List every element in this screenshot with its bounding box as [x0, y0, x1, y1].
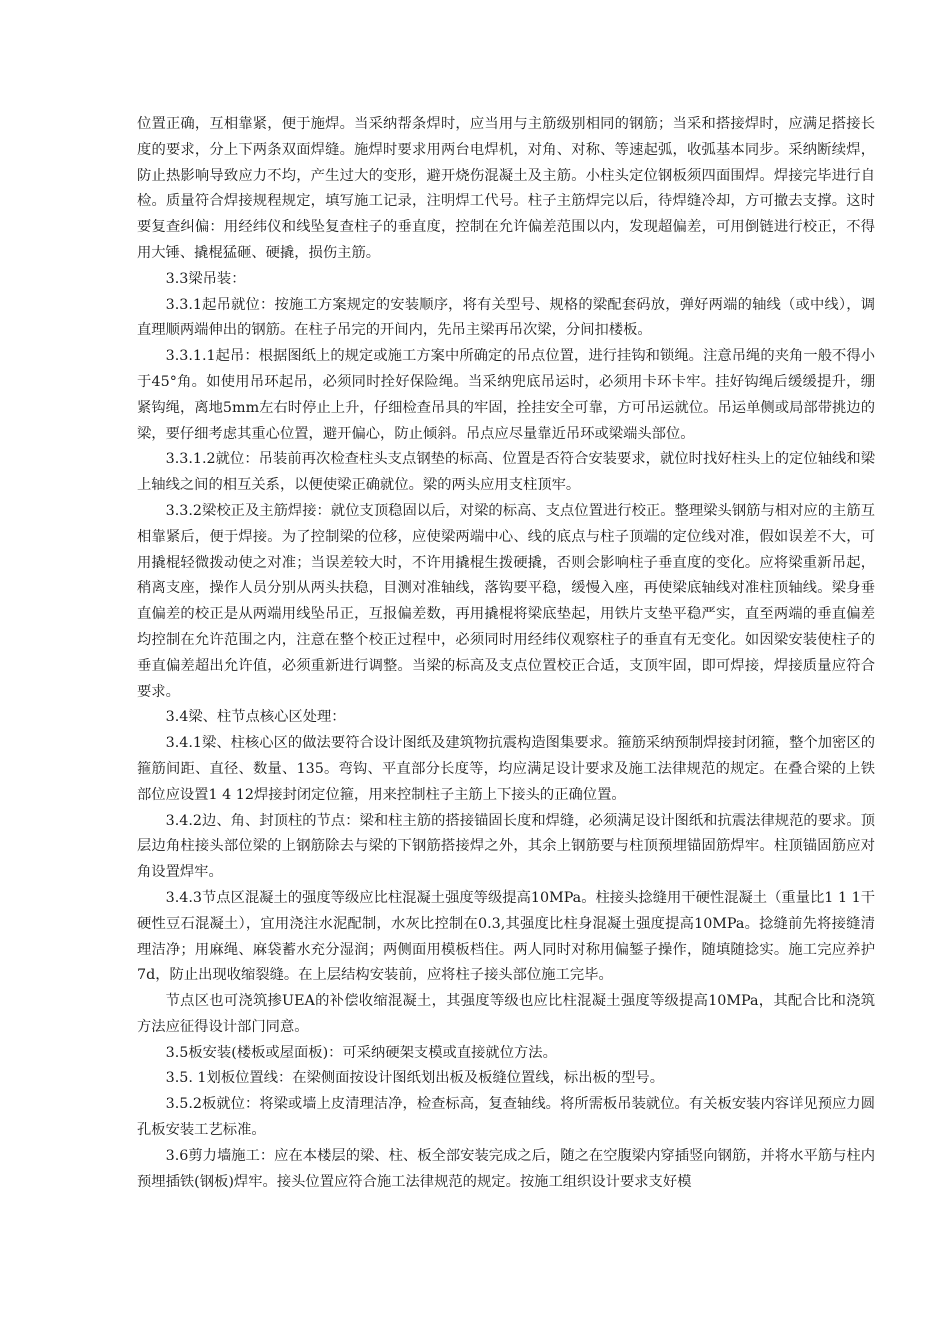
paragraph-3-4-2: 3.4.2边、角、封顶柱的节点：梁和柱主筋的搭接锚固长度和焊缝，必须满足设计图纸和抗震法律规范的要求。顶层边角柱接头部位梁的上钢筋除去与梁的下钢筋搭接焊之外，其余上钢筋要与柱顶预埋锚固筋焊牢。柱顶锚固筋应对角设置焊牢。 [137, 812, 875, 881]
paragraph-3-3-1-2: 3.3.1.2就位：吊装前再次检查柱头支点钢垫的标高、位置是否符合安装要求，就位时找好柱头上的定位轴线和梁上轴线之间的相互关系，以便使梁正确就位。梁的两头应用支柱顶牢。 [137, 451, 875, 494]
paragraph-node-uea: 节点区也可浇筑掺UEA的补偿收缩混凝土，其强度等级也应比柱混凝土强度等级提高10MPa，其配合比和浇筑方法应征得设计部门同意。 [137, 993, 875, 1035]
paragraph-3-3-1: 3.3.1起吊就位：按施工方案规定的安装顺序，将有关型号、规格的梁配套码放，弹好两端的轴线（或中线），调直理顺两端伸出的钢筋。在柱子吊完的开间内，先吊主梁再吊次梁，分间扣楼板。 [137, 296, 875, 339]
paragraph-3-5-1: 3.5. 1划板位置线：在梁侧面按设计图纸划出板及板缝位置线，标出板的型号。 [165, 1070, 665, 1087]
paragraph-3-6: 3.6剪力墙施工：应在本楼层的梁、柱、板全部安装完成之后，随之在空腹梁内穿插竖向钢筋，并将水平筋与柱内预埋插铁(钢板)焊牢。接头位置应符合施工法律规范的规定。按施工组织设计要求支好模 [137, 1147, 875, 1190]
paragraph-3-5-2: 3.5.2板就位：将梁或墙上皮清理洁净，检查标高，复查轴线。将所需板吊装就位。有关板安装内容详见预应力圆孔板安装工艺标准。 [137, 1096, 875, 1139]
paragraph-welding-continued: 位置正确，互相靠紧，便于施焊。当采纳帮条焊时，应当用与主筋级别相同的钢筋；当采和搭接焊时，应满足搭接长度的要求，分上下两条双面焊缝。施焊时要求用两台电焊机，对角、对称、等速起弧，收弧基本同步。采纳断续焊，防止热影响导致应力不均，产生过大的变形，避开烧伤混凝土及主筋。小柱头定位钢板须四面围焊。焊接完毕进行自检。质量符合焊接规程规定，填写施工记录，注明焊工代号。柱子主筋焊完以后，待焊缝冷却，方可撤去支撑。这时要复查纠偏：用经纬仪和线坠复查柱子的垂直度，控制在允许偏差范围以内，发现超偏差，可用倒链进行校正，不得用大锤、撬棍猛砸、硬撬，损伤主筋。 [137, 116, 875, 261]
document-page [137, 112, 875, 1195]
paragraph-3-4-3: 3.4.3节点区混凝土的强度等级应比柱混凝土强度等级提高10MPa。柱接头捻缝用干硬性混凝土（重量比1 1 1干硬性豆石混凝土），宜用浇注水泥配制，水灰比控制在0.3,其强度比柱身混凝土强度提高10MPa。捻缝前先将接缝清理洁净；用麻绳、麻袋蓄水充分湿润；两侧面用模板档住。两人同时对称用偏錾子操作，随填随捻实。施工完应养护7d，防止出现收缩裂缝。在上层结构安装前，应将柱子接头部位施工完毕。 [137, 889, 875, 984]
paragraph-3-3-2: 3.3.2梁校正及主筋焊接：就位支顶稳固以后，对梁的标高、支点位置进行校正。整理梁头钢筋与相对应的主筋互相靠紧后，便于焊接。为了控制梁的位移，应使梁两端中心、线的底点与柱子顶端的定位线对准，假如误差不大，可用撬棍轻微拨动使之对准；当误差较大时，不许用撬棍生拨硬撬，否则会影响柱子垂直度的变化。应将梁重新吊起，稍离支座，操作人员分别从两头扶稳，目测对准轴线，落钩要平稳，缓慢入座，再使梁底轴线对准柱顶轴线。梁身垂直偏差的校正是从两端用线坠吊正，互报偏差数，再用撬棍将梁底垫起，用铁片支垫平稳严实，直至两端的垂直偏差均控制在允许范围之内，注意在整个校正过程中，必须同时用经纬仪观察柱子的垂直有无变化。如因梁安装使柱子的垂直偏差超出允许值，必须重新进行调整。当梁的标高及支点位置校正合适，支顶牢固，即可焊接，焊接质量应符合要求。 [137, 502, 875, 700]
paragraph-3-3-1-1: 3.3.1.1起吊：根据图纸上的规定或施工方案中所确定的吊点位置，进行挂钩和锁绳。注意吊绳的夹角一般不得小于45°角。如使用吊环起吊，必须同时拴好保险绳。当采纳兜底吊运时，必须用卡环卡牢。挂好钩绳后缓缓提升，绷紧钩绳，离地5mm左右时停止上升，仔细检查吊具的牢固，拴挂安全可靠，方可吊运就位。吊运单侧或局部带挑边的梁，要仔细考虑其重心位置，避开偏心，防止倾斜。吊点应尽量靠近吊环或梁端头部位。 [137, 348, 875, 442]
section-heading-3-5: 3.5板安装(楼板或屋面板)：可采纳硬架支模或直接就位方法。 [165, 1044, 557, 1061]
section-heading-3-3: 3.3梁吊装： [165, 270, 246, 287]
section-heading-3-4: 3.4梁、柱节点核心区处理： [165, 709, 346, 726]
paragraph-3-4-1: 3.4.1梁、柱核心区的做法要符合设计图纸及建筑物抗震构造图集要求。箍筋采纳预制焊接封闭箍，整个加密区的箍筋间距、直径、数量、135。弯钩、平直部分长度等，均应满足设计要求及施工法律规范的规定。在叠合梁的上铁部位应设置1 4 12焊接封闭定位箍，用来控制柱子主筋上下接头的正确位置。 [137, 735, 875, 803]
